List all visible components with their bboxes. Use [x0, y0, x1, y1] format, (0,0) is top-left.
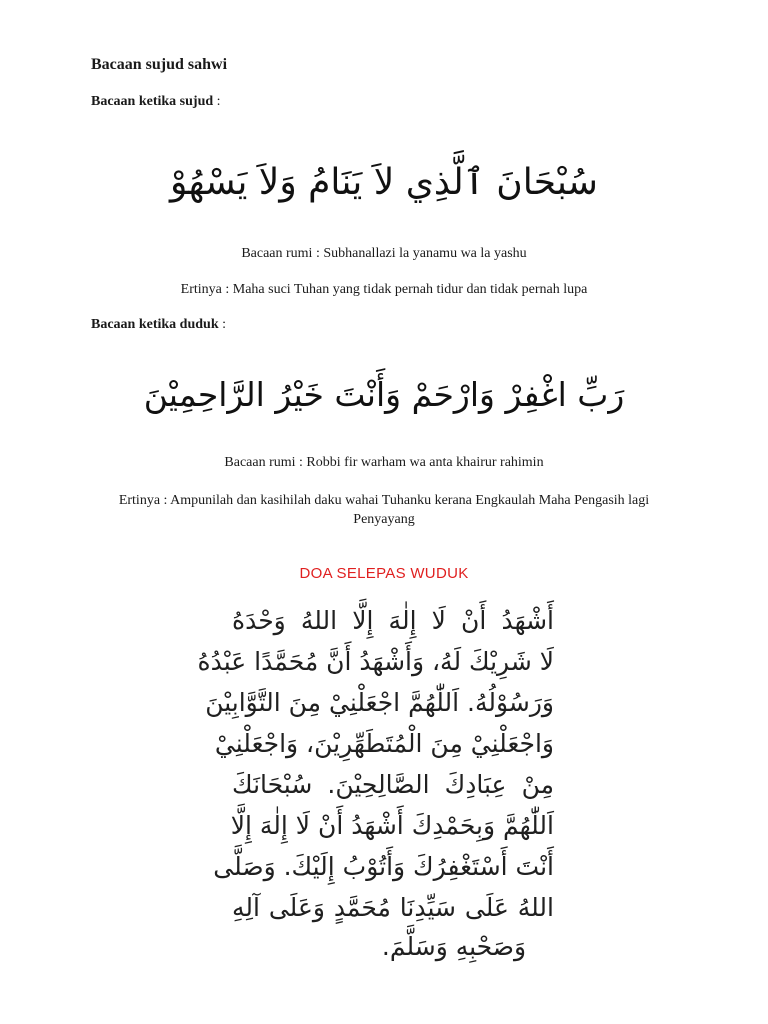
doa-line: وَاجْعَلْنِيْ مِنَ الْمُتَطَهِّرِيْنَ، وَاجْعَلْنِيْ [214, 729, 554, 758]
rumi-sujud: Bacaan rumi : Subhanallazi la yanamu wa la yashu [241, 246, 527, 261]
section-heading-sujud-colon: : [213, 94, 221, 109]
doa-line: أَنْتَ أَسْتَغْفِرُكَ وَأَتُوْبُ إِلَيْكَ. وَصَلَّى [213, 852, 554, 881]
doa-wuduk-heading: DOA SELEPAS WUDUK [299, 565, 469, 582]
doa-line: لَا شَرِيْكَ لَهُ، وَأَشْهَدُ أَنَّ مُحَمَّدًا عَبْدُهُ [197, 647, 554, 676]
document-title: Bacaan sujud sahwi [91, 56, 228, 73]
arabic-verse-sujud: سُبْحَانَ ٱلَّذِي لاَ يَنَامُ وَلاَ يَسْهُوْ [170, 162, 598, 203]
doa-line: أَشْهَدُ أَنْ لَا إِلٰهَ إِلَّا اللهُ وَحْدَهُ [232, 606, 554, 635]
doa-wuduk-calligraphy [197, 600, 554, 975]
section-heading-duduk-colon: : [218, 317, 226, 332]
arabic-verse-duduk: رَبِّ اغْفِرْ وَارْحَمْ وَأَنْتَ خَيْرُ الرَّاحِمِيْنَ [143, 375, 625, 414]
section-heading-duduk [91, 317, 226, 333]
doa-line: وَصَحْبِهِ وَسَلَّمَ. [381, 932, 527, 961]
section-heading-sujud-label: Bacaan ketika sujud [91, 94, 214, 109]
section-heading-sujud [91, 94, 221, 110]
meaning-sujud: Ertinya : Maha suci Tuhan yang tidak pernah tidur dan tidak pernah lupa [180, 282, 588, 297]
meaning-duduk: Ertinya : Ampunilah dan kasihilah daku wahai Tuhanku kerana Engkaulah Maha Pengasih lagi Penyayang [118, 493, 650, 527]
rumi-duduk: Bacaan rumi : Robbi fir warham wa anta khairur rahimin [224, 455, 544, 470]
section-heading-duduk-label: Bacaan ketika duduk [91, 317, 219, 332]
doa-line: اللهُ عَلَى سَيِّدِنَا مُحَمَّدٍ وَعَلَى آلِهِ [232, 893, 554, 922]
doa-line: اَللّٰهُمَّ وَبِحَمْدِكَ أَشْهَدُ أَنْ لَا إِلٰهَ إِلَّا [230, 811, 554, 840]
doa-line: مِنْ عِبَادِكَ الصَّالِحِيْنَ. سُبْحَانَكَ [232, 770, 554, 799]
doa-line: وَرَسُوْلُهُ. اَللّٰهُمَّ اجْعَلْنِيْ مِنَ التَّوَّابِيْنَ [205, 688, 554, 717]
